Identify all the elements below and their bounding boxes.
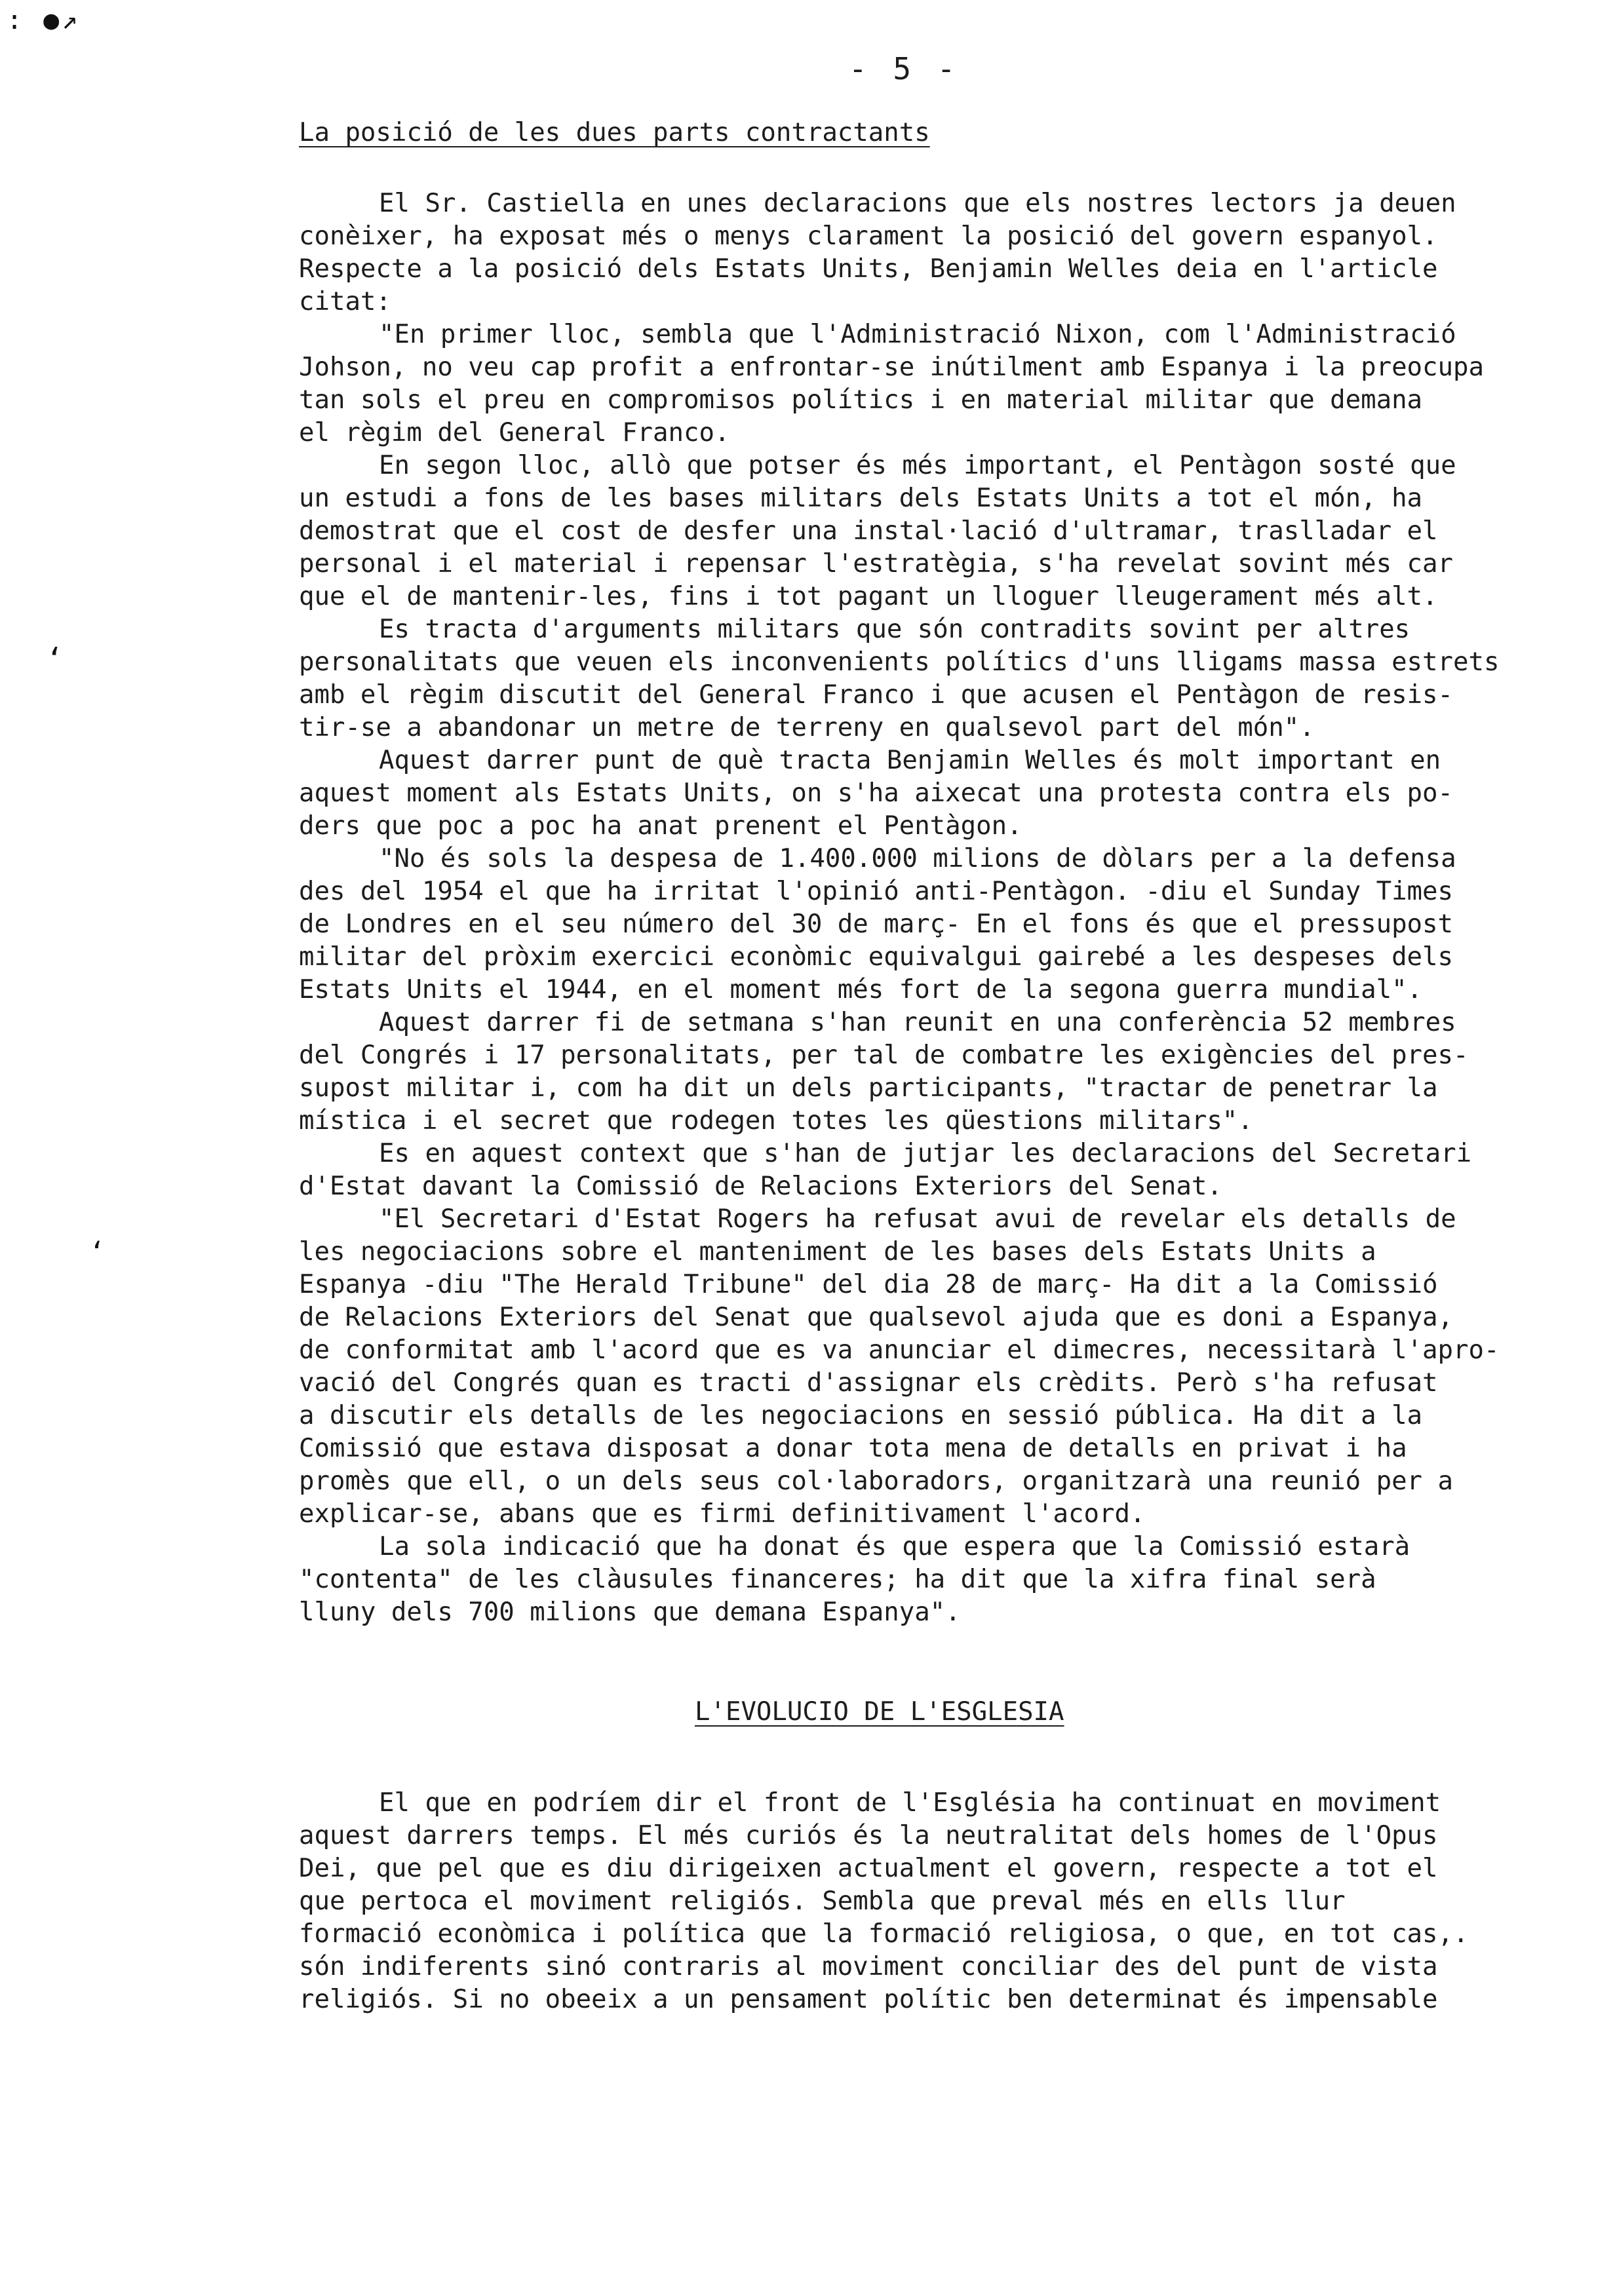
text-line: ders que poc a poc ha anat prenent el Pentàgon. (299, 811, 1022, 841)
text-line: "No és sols la despesa de 1.400.000 milions de dòlars per a la defensa (379, 844, 1456, 873)
text-line: mística i el secret que rodegen totes les qüestions militars". (299, 1106, 1253, 1136)
section-heading-contracting-parties: La posició de les dues parts contractants (299, 118, 930, 147)
text-line: el règim del General Franco. (299, 418, 730, 448)
text-line: les negociacions sobre el manteniment de les bases dels Estats Units a (299, 1237, 1376, 1267)
text-line: del Congrés i 17 personalitats, per tal de combatre les exigències del pres- (299, 1041, 1469, 1070)
text-line: Es tracta d'arguments militars que són contradits sovint per altres (379, 615, 1411, 644)
text-line: aquest darrers temps. El més curiós és la neutralitat dels homes de l'Opus (299, 1821, 1438, 1850)
text-line: Respecte a la posició dels Estats Units, Benjamin Welles deia en l'article (299, 254, 1438, 284)
text-line: promès que ell, o un dels seus col·laboradors, organitzarà una reunió per a (299, 1466, 1453, 1496)
text-line: "El Secretari d'Estat Rogers ha refusat avui de revelar els detalls de (379, 1204, 1456, 1234)
text-line: formació econòmica i política que la formació religiosa, o que, en tot cas,. (299, 1919, 1469, 1949)
page-number: - 5 - (849, 51, 960, 86)
text-line: En segon lloc, allò que potser és més important, el Pentàgon sosté que (379, 451, 1456, 480)
text-line: "En primer lloc, sembla que l'Administració Nixon, com l'Administració (379, 320, 1456, 349)
text-line: des del 1954 el que ha irritat l'opinió anti-Pentàgon. -diu el Sunday Times (299, 877, 1453, 906)
text-line: Johson, no veu cap profit a enfrontar-se inútilment amb Espanya i la preocupa (299, 353, 1484, 382)
margin-tick-mark: ‘ (89, 1237, 106, 1267)
text-line: Comissió que estava disposat a donar tota mena de detalls en privat i ha (299, 1434, 1407, 1463)
text-line: Dei, que pel que es diu dirigeixen actualment el govern, respecte a tot el (299, 1854, 1438, 1883)
text-line: Aquest darrer fi de setmana s'han reunit en una conferència 52 membres (379, 1008, 1456, 1037)
text-line: de Relacions Exteriors del Senat que qualsevol ajuda que es doni a Espanya, (299, 1303, 1453, 1332)
text-line: La sola indicació que ha donat és que espera que la Comissió estarà (379, 1532, 1411, 1561)
text-line: personalitats que veuen els inconvenients polítics d'uns lligams massa estrets (299, 647, 1500, 677)
margin-tick-mark: ‘ (46, 642, 64, 676)
text-line: Aquest darrer punt de què tracta Benjamin Welles és molt important en (379, 746, 1441, 775)
margin-ink-marks: : ●↗ (7, 5, 81, 35)
section-body-church-evolution (299, 1787, 1597, 2016)
text-line: personal i el material i repensar l'estratègia, s'ha revelat sovint més car (299, 549, 1453, 579)
text-line: són indiferents sinó contraris al moviment conciliar des del punt de vista (299, 1952, 1438, 1981)
text-line: de conformitat amb l'acord que es va anunciar el dimecres, necessitarà l'apro- (299, 1335, 1500, 1365)
text-line: religiós. Si no obeeix a un pensament polític ben determinat és impensable (299, 1985, 1438, 2014)
text-line: El que en podríem dir el front de l'Església ha continuat en moviment (379, 1788, 1441, 1818)
text-line: aquest moment als Estats Units, on s'ha aixecat una protesta contra els po- (299, 778, 1453, 808)
section-body-contracting-parties (299, 187, 1597, 1629)
section-heading-church-evolution: L'EVOLUCIO DE L'ESGLESIA (695, 1697, 1064, 1727)
text-line: tir-se a abandonar un metre de terreny en qualsevol part del món". (299, 713, 1315, 742)
text-line: explicar-se, abans que es firmi definitivament l'acord. (299, 1499, 1146, 1529)
text-line: El Sr. Castiella en unes declaracions que els nostres lectors ja deuen (379, 189, 1456, 218)
text-line: Espanya -diu "The Herald Tribune" del dia 28 de març- Ha dit a la Comissió (299, 1270, 1438, 1299)
text-line: que el de mantenir-les, fins i tot pagant un lloguer lleugerament més alt. (299, 582, 1438, 611)
text-line: Estats Units el 1944, en el moment més fort de la segona guerra mundial". (299, 975, 1423, 1004)
text-line: demostrat que el cost de desfer una instal·lació d'ultramar, traslladar el (299, 516, 1438, 546)
text-line: conèixer, ha exposat més o menys clarament la posició del govern espanyol. (299, 221, 1438, 251)
text-line: "contenta" de les clàusules financeres; ha dit que la xifra final serà (299, 1565, 1376, 1594)
text-line: a discutir els detalls de les negociacions en sessió pública. Ha dit a la (299, 1401, 1423, 1430)
text-line: amb el règim discutit del General Franco i que acusen el Pentàgon de resis- (299, 680, 1453, 710)
text-line: de Londres en el seu número del 30 de març- En el fons és que el pressupost (299, 909, 1453, 939)
text-line: lluny dels 700 milions que demana Espanya". (299, 1598, 961, 1627)
text-line: un estudi a fons de les bases militars dels Estats Units a tot el món, ha (299, 484, 1423, 513)
text-line: Es en aquest context que s'han de jutjar les declaracions del Secretari (379, 1139, 1472, 1168)
text-line: que pertoca el moviment religiós. Sembla que preval més en ells llur (299, 1886, 1346, 1916)
text-line: d'Estat davant la Comissió de Relacions Exteriors del Senat. (299, 1172, 1222, 1201)
text-line: supost militar i, com ha dit un dels participants, "tractar de penetrar la (299, 1073, 1438, 1103)
text-line: militar del pròxim exercici econòmic equivalgui gairebé a les despeses dels (299, 942, 1453, 972)
text-line: tan sols el preu en compromisos polítics i en material militar que demana (299, 385, 1423, 415)
text-line: citat: (299, 287, 391, 316)
text-line: vació del Congrés quan es tracti d'assignar els crèdits. Però s'ha refusat (299, 1368, 1438, 1398)
